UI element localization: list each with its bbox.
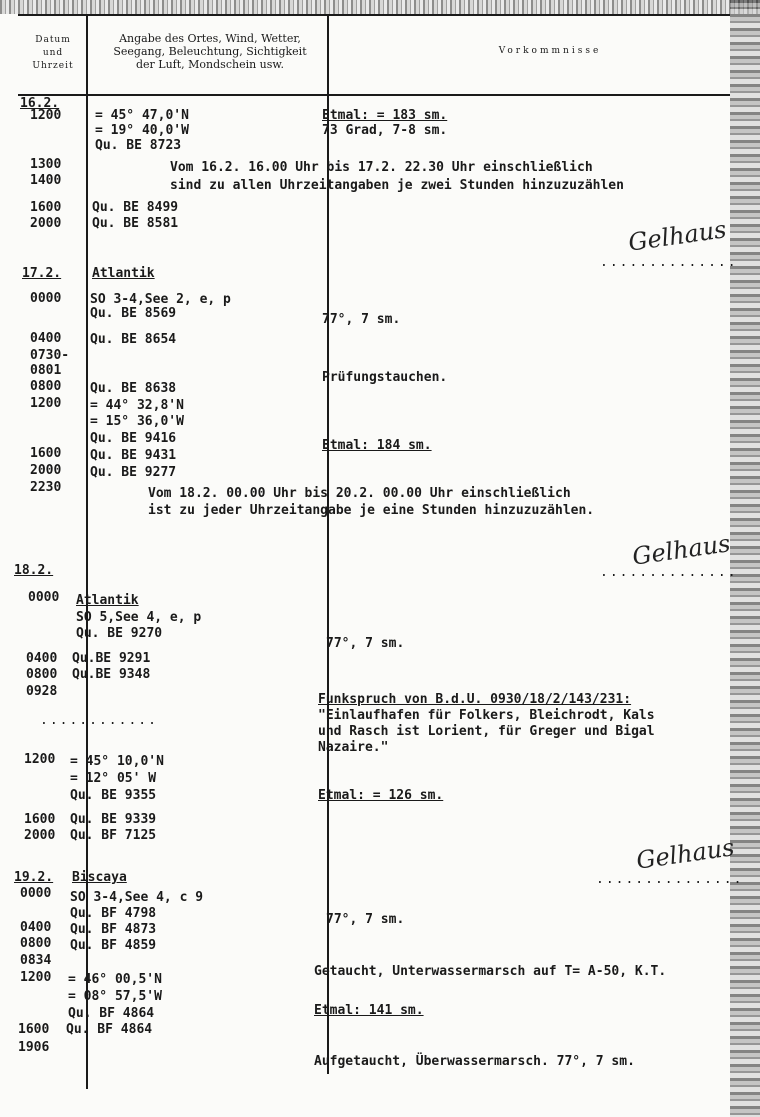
row-33-time: 1200	[24, 752, 56, 767]
row-19-pos: Qu. BE 9431	[90, 448, 177, 463]
row-36-time: 1600	[24, 812, 56, 827]
row-38-pos: Biscaya	[72, 870, 127, 885]
row-27-pos: Qu.BE 9291	[72, 651, 151, 666]
signature-1: Gelhaus	[626, 215, 729, 257]
row-29-time: 0928	[26, 684, 58, 699]
row-20-pos: Qu. BE 9277	[90, 465, 177, 480]
row-20-time: 2000	[30, 463, 62, 478]
row-16-time: 1200	[30, 396, 62, 411]
row-31-event: und Rasch ist Lorient, für Greger und Bigal	[318, 724, 655, 739]
row-42-time: 0800	[20, 936, 52, 951]
row-17-pos: = 15° 36,0'W	[90, 414, 184, 429]
row-22-event: ist zu jeder Uhrzeitangabe je eine Stunden hinzuzuzählen.	[148, 503, 595, 518]
row-33-pos: = 45° 10,0'N	[70, 754, 164, 769]
dotted-line: ............	[40, 713, 158, 728]
scan-edge-top	[0, 0, 760, 14]
row-43-time: 0834	[20, 953, 52, 968]
row-45-pos: = 08° 57,5'W	[68, 989, 162, 1004]
row-44-time: 1200	[20, 970, 52, 985]
row-35-event: Etmal: = 126 sm.	[318, 788, 444, 803]
row-01-time: 16.2.	[20, 96, 60, 111]
row-14-event: Prüfungstauchen.	[322, 370, 448, 385]
signature-line-3: ...............	[596, 872, 744, 887]
header-bottom-rule	[18, 94, 730, 96]
row-21-event: Vom 18.2. 00.00 Uhr bis 20.2. 00.00 Uhr einschließlich	[148, 486, 571, 501]
row-09-pos: Atlantik	[92, 266, 155, 281]
row-39-time: 0000	[20, 886, 52, 901]
header-location-line2: Seegang, Beleuchtung, Sichtigkeit	[113, 45, 307, 58]
row-48-event: Aufgetaucht, Überwassermarsch. 77°, 7 sm.	[314, 1054, 635, 1069]
signature-line-2: ..............	[600, 565, 738, 580]
row-13-time: 0730-	[30, 348, 70, 363]
row-32-event: Nazaire."	[318, 740, 389, 755]
row-24-time: 0000	[28, 590, 60, 605]
header-location-line3: der Luft, Mondschein usw.	[135, 58, 285, 71]
row-15-time: 0800	[30, 379, 62, 394]
row-10-pos: SO 3-4,See 2, e, p	[90, 292, 231, 307]
row-12-pos: Qu. BE 8654	[90, 332, 177, 347]
row-04-pos: Qu. BE 8723	[95, 138, 182, 153]
row-10-time: 0000	[30, 291, 62, 306]
row-37-pos: Qu. BF 7125	[70, 828, 157, 843]
header-col-location	[92, 32, 328, 71]
row-26-pos: Qu. BE 9270	[76, 626, 163, 641]
header-col-date	[18, 34, 88, 73]
row-35-pos: Qu. BE 9355	[70, 788, 157, 803]
row-40-event: 77°, 7 sm.	[326, 912, 405, 927]
row-12-time: 0400	[30, 331, 62, 346]
row-40-pos: Qu. BF 4798	[70, 906, 157, 921]
header-top-rule	[18, 14, 730, 16]
row-02-pos: = 45° 47,0'N	[95, 108, 189, 123]
row-21-time: 2230	[30, 480, 62, 495]
row-07-pos: Qu. BE 8499	[92, 200, 179, 215]
row-18-event: Etmal: 184 sm.	[322, 438, 432, 453]
row-46-pos: Qu. BF 4864	[68, 1006, 155, 1021]
row-28-pos: Qu.BE 9348	[72, 667, 151, 682]
header-col-events: Vorkommnisse	[498, 46, 602, 56]
signature-2: Gelhaus	[630, 529, 733, 571]
row-41-pos: Qu. BF 4873	[70, 922, 157, 937]
row-06-event: sind zu allen Uhrzeitangaben je zwei Stunden hinzuzuzählen	[170, 178, 624, 193]
header-date-line3: Uhrzeit	[32, 61, 74, 71]
row-06-time: 1400	[30, 173, 62, 188]
header-date-line2: und	[42, 48, 64, 58]
row-02-event: Etmal: = 183 sm.	[322, 108, 448, 123]
row-47-time: 1600	[18, 1022, 50, 1037]
row-03-event: 73 Grad, 7-8 sm.	[322, 123, 448, 138]
scan-edge-right	[730, 0, 760, 1117]
row-25-pos: SO 5,See 4, e, p	[76, 610, 202, 625]
signature-line-1: ..............	[600, 255, 738, 270]
row-30-event: "Einlaufhafen für Folkers, Bleichrodt, Kals	[318, 708, 655, 723]
row-46-event: Etmal: 141 sm.	[314, 1003, 424, 1018]
row-16-pos: = 44° 32,8'N	[90, 398, 184, 413]
row-15-pos: Qu. BE 8638	[90, 381, 177, 396]
row-44-event: Getaucht, Unterwassermarsch auf T= A-50, K.T.	[314, 964, 667, 979]
row-27-time: 0400	[26, 651, 58, 666]
row-42-pos: Qu. BF 4859	[70, 938, 157, 953]
row-14-time: 0801	[30, 363, 62, 378]
row-48-time: 1906	[18, 1040, 50, 1055]
header-date-line1: Datum	[35, 35, 71, 45]
row-29-event: Funkspruch von B.d.U. 0930/18/2/143/231:	[318, 692, 632, 707]
row-08-pos: Qu. BE 8581	[92, 216, 179, 231]
row-08-time: 2000	[30, 216, 62, 231]
row-07-time: 1600	[30, 200, 62, 215]
row-44-pos: = 46° 00,5'N	[68, 972, 162, 987]
row-28-time: 0800	[26, 667, 58, 682]
row-03-pos: = 19° 40,0'W	[95, 123, 189, 138]
row-47-pos: Qu. BF 4864	[66, 1022, 153, 1037]
row-39-pos: SO 3-4,See 4, c 9	[70, 890, 204, 905]
row-11-event: 77°, 7 sm.	[322, 312, 401, 327]
row-41-time: 0400	[20, 920, 52, 935]
row-19-time: 1600	[30, 446, 62, 461]
row-26-event: 77°, 7 sm.	[326, 636, 405, 651]
row-38-time: 19.2.	[14, 870, 54, 885]
row-11-pos: Qu. BE 8569	[90, 306, 177, 321]
row-34-pos: = 12° 05' W	[70, 771, 157, 786]
row-23-time: 18.2.	[14, 563, 54, 578]
signature-3: Gelhaus	[634, 833, 737, 875]
row-05-time: 1300	[30, 157, 62, 172]
header-location-line1: Angabe des Ortes, Wind, Wetter,	[119, 32, 301, 45]
row-02-time: 1200	[30, 108, 62, 123]
row-18-pos: Qu. BE 9416	[90, 431, 177, 446]
row-05-event: Vom 16.2. 16.00 Uhr bis 17.2. 22.30 Uhr einschließlich	[170, 160, 593, 175]
row-24-pos: Atlantik	[76, 593, 139, 608]
row-37-time: 2000	[24, 828, 56, 843]
row-36-pos: Qu. BE 9339	[70, 812, 157, 827]
row-09-time: 17.2.	[22, 266, 62, 281]
